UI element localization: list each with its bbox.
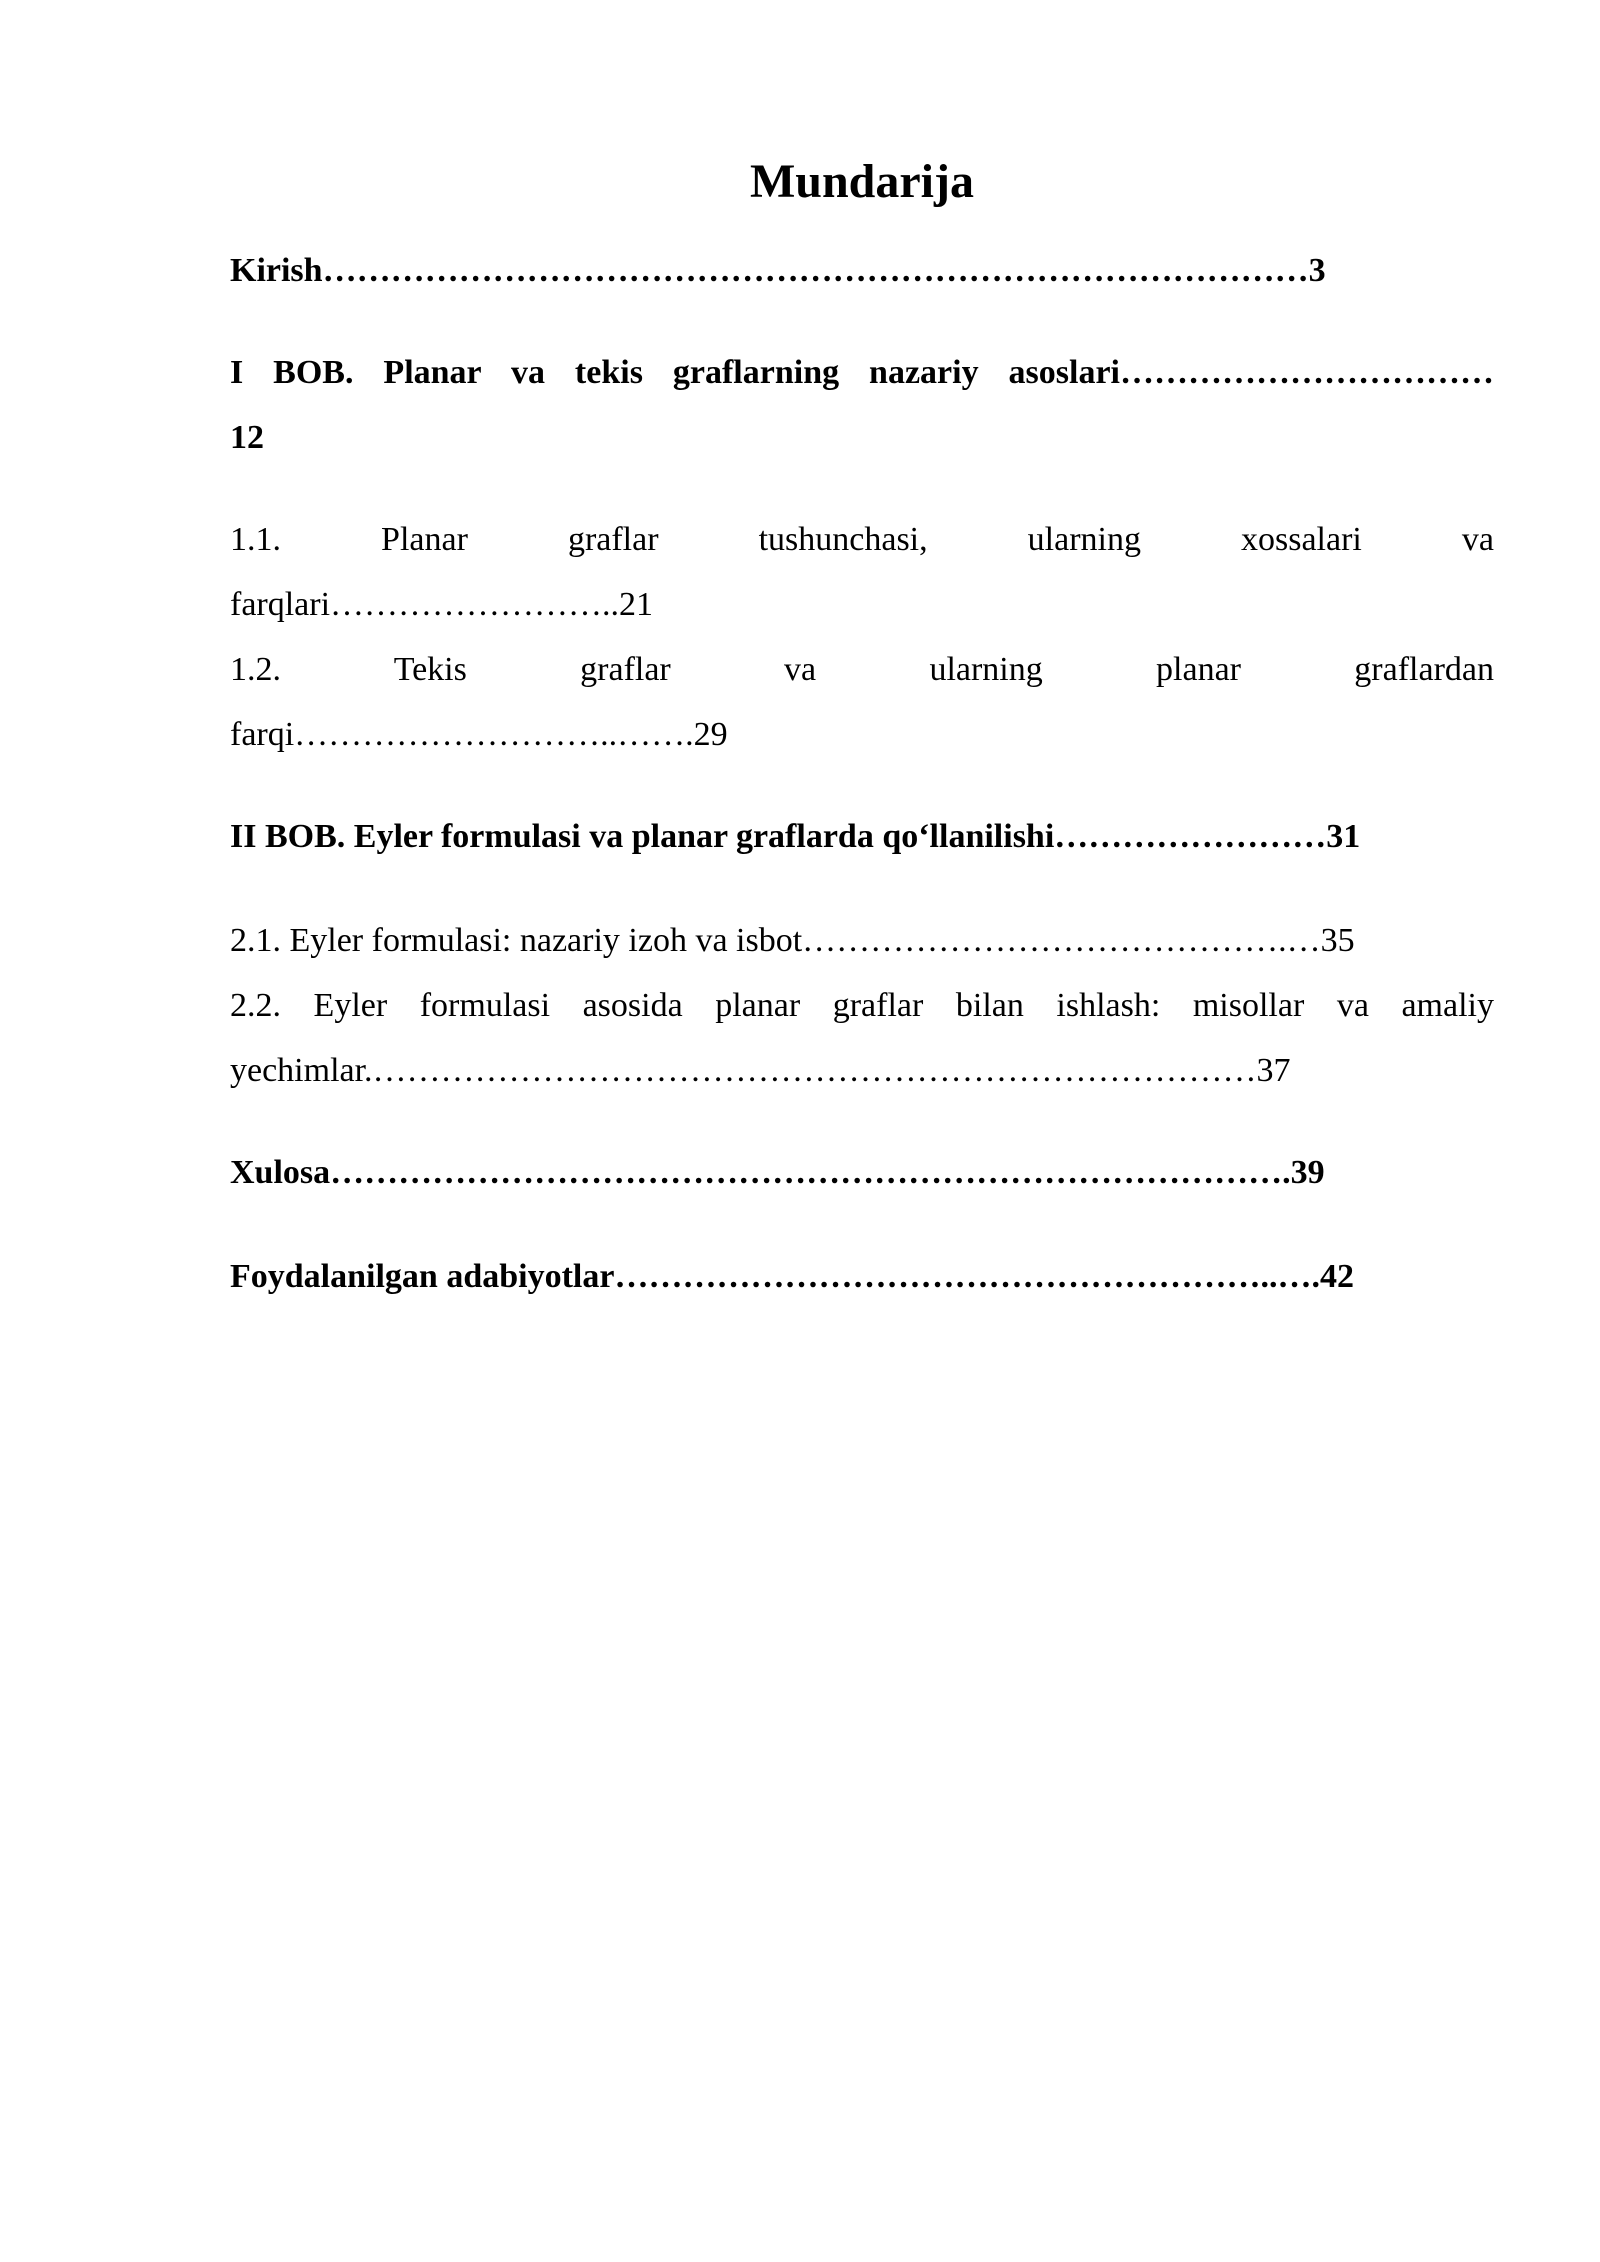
toc-entry-1-2-line1: 1.2. Tekis graflar va ularning planar graflardan: [230, 651, 1494, 688]
toc-entry-bob2: II BOB. Eyler formulasi va planar graflarda qo‘llanilishi……………………31: [230, 818, 1361, 855]
toc-entry-1-2-line2: farqi………………………..…….29: [230, 716, 728, 753]
toc-entry-2-1: 2.1. Eyler formulasi: nazariy izoh va isbot…………………………………….…35: [230, 922, 1355, 959]
toc-entry-bob1-page: 12: [230, 419, 264, 456]
toc-entry-1-1-line1: 1.1. Planar graflar tushunchasi, ularning xossalari va: [230, 521, 1494, 558]
toc-entry-bob1-line1: I BOB. Planar va tekis graflarning nazariy asoslari……………………………: [230, 354, 1494, 391]
toc-entry-kirish: Kirish……………………………………………………………………………3: [230, 252, 1326, 289]
toc-entry-2-2-line1: 2.2. Eyler formulasi asosida planar graflar bilan ishlash: misollar va amaliy: [230, 987, 1494, 1024]
toc-entry-adabiyotlar: Foydalanilgan adabiyotlar…………………………………………………..….42: [230, 1258, 1354, 1295]
toc-entry-xulosa: Xulosa………………………………………………………………………….39: [230, 1154, 1325, 1191]
page-title: Mundarija: [749, 155, 974, 208]
toc-entry-2-2-line2: yechimlar.……………………………………………………………………37: [230, 1052, 1291, 1089]
toc-entry-1-1-line2: farqlari……………………..21: [230, 586, 654, 623]
